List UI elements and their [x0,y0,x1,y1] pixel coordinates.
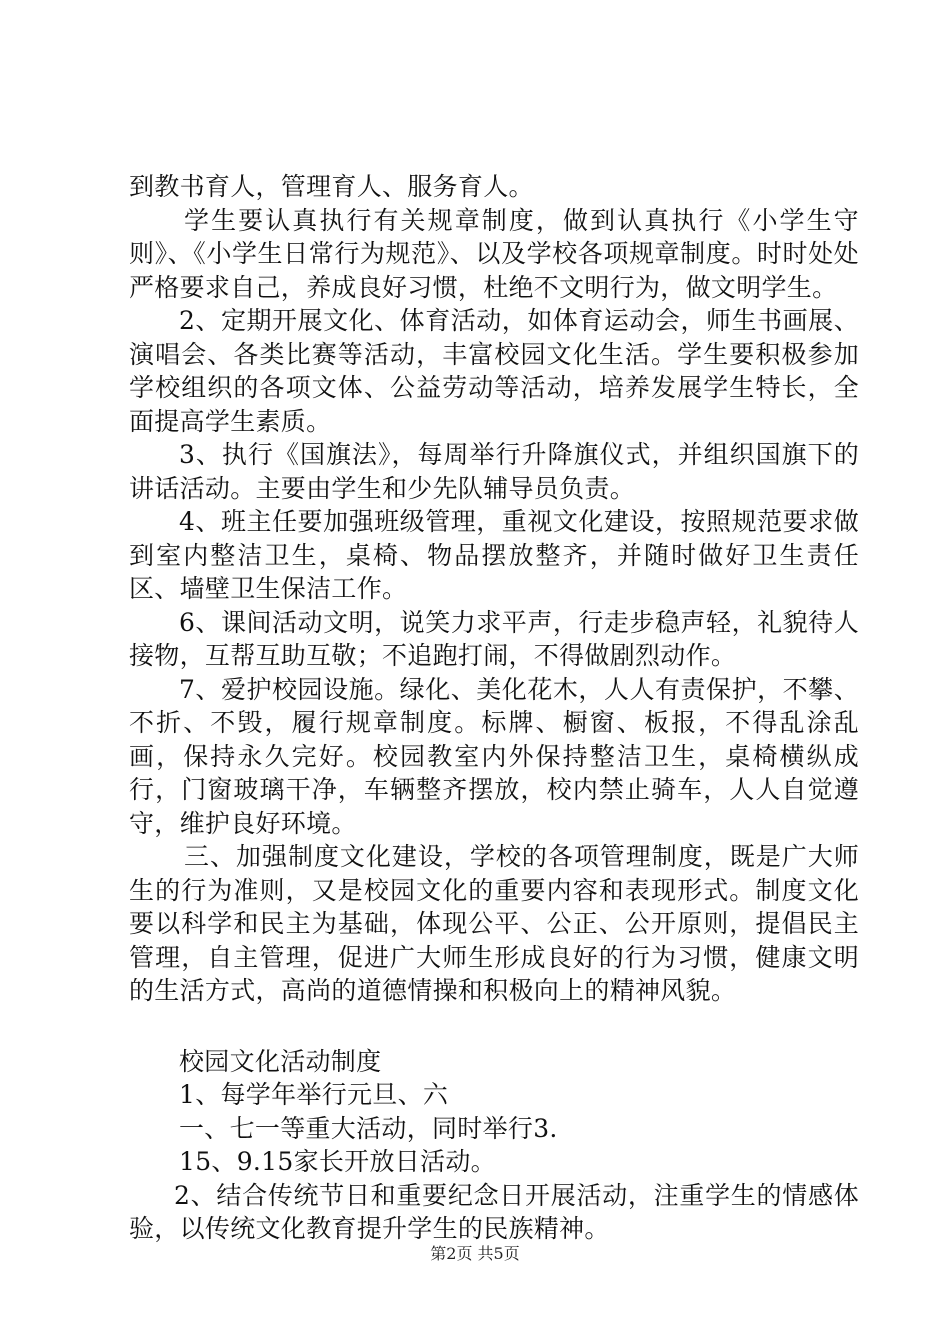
paragraph-item-7-facilities: 7、爱护校园设施。绿化、美化花木，人人有责保护，不攀、不折、不毁，履行规章制度。标牌、橱窗、板报，不得乱涂乱画，保持永久完好。校园教室内外保持整洁卫生，桌椅横纵成行，门窗玻璃干净，车辆整齐摆放，校内禁止骑车，人人自觉遵守，维护良好环境。 [129,674,859,838]
section-heading-activity-system: 校园文化活动制度 [179,1046,382,1076]
paragraph-item-2-activities: 2、定期开展文化、体育活动，如体育运动会，师生书画展、演唱会、各类比赛等活动，丰富校园文化生活。学生要积极参加学校组织的各项文体、公益劳动等活动，培养发展学生特长，全面提高学生素质。 [129,306,859,436]
paragraph-section-3-system-culture: 三、加强制度文化建设，学校的各项管理制度，既是广大师生的行为准则，又是校园文化的重要内容和表现形式。制度文化要以科学和民主为基础，体现公平、公正、公开原则，提倡民主管理，自主管理，促进广大师生形成良好的行为习惯，健康文明的生活方式，高尚的道德情操和积极向上的精神风貌。 [129,842,859,1005]
page-number-footer: 第2页 共5页 [430,1244,520,1263]
paragraph-item-3-flag-law: 3、执行《国旗法》，每周举行升降旗仪式，并组织国旗下的讲话活动。主要由学生和少先队辅导员负责。 [129,440,859,503]
paragraph-continuation: 到教书育人，管理育人、服务育人。 [129,172,534,201]
paragraph-gap [129,1008,859,1045]
paragraph-item-4-class-management: 4、班主任要加强班级管理，重视文化建设，按照规范要求做到室内整洁卫生，桌椅、物品摆放整齐，并随时做好卫生责任区、墙壁卫生保洁工作。 [129,507,859,603]
document-body [129,170,859,1246]
paragraph-activity-item-1: 1、每学年举行元旦、六 [179,1080,449,1109]
paragraph-activity-item-1-end: 15、9.15家长开放日活动。 [179,1147,496,1176]
paragraph-activity-item-2: 2、结合传统节日和重要纪念日开展活动，注重学生的情感体验，以传统文化教育提升学生的民族精神。 [129,1180,859,1243]
paragraph-item-6-recess: 6、课间活动文明，说笑力求平声，行走步稳声轻，礼貌待人接物，互帮互助互敬；不追跑打闹，不得做剧烈动作。 [129,607,859,670]
paragraph-activity-item-1-cont: 一、七一等重大活动，同时举行3. [179,1113,558,1143]
paragraph-student-rules: 学生要认真执行有关规章制度，做到认真执行《小学生守则》、《小学生日常行为规范》、以及学校各项规章制度。时时处处严格要求自己，养成良好习惯，杜绝不文明行为，做文明学生。 [129,205,859,302]
